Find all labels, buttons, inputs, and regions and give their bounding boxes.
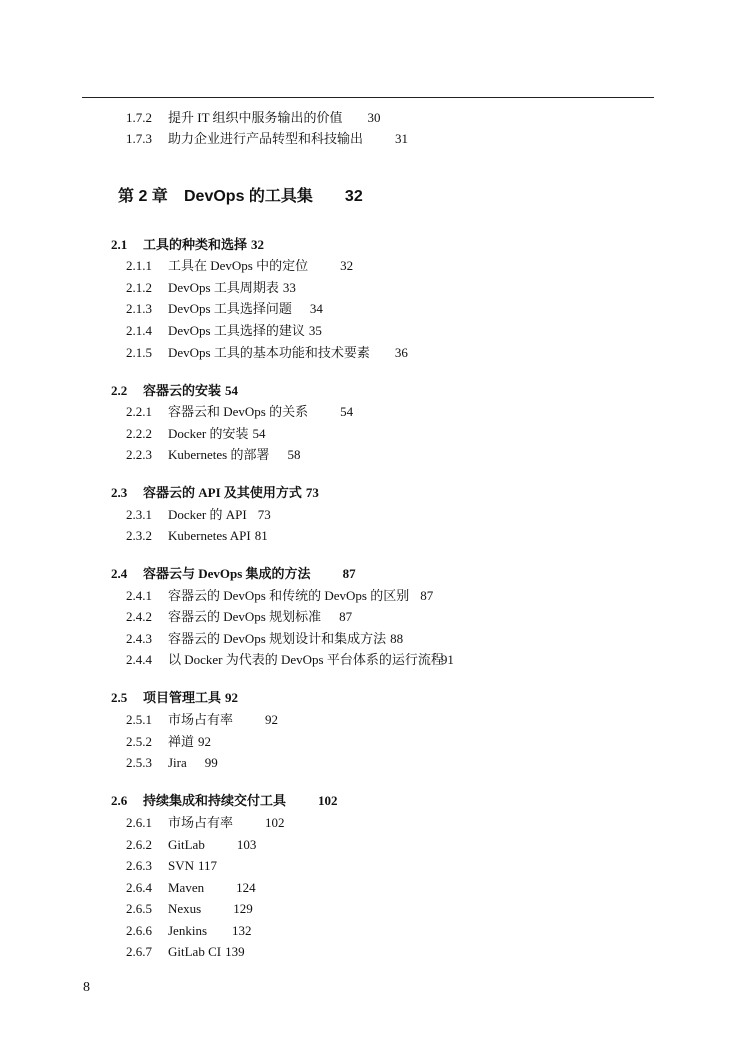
toc-subsection[interactable] bbox=[126, 837, 256, 853]
toc-title: Kubernetes 的部署 bbox=[168, 447, 270, 462]
toc-subsection[interactable] bbox=[126, 131, 408, 147]
toc-subsection[interactable] bbox=[126, 110, 381, 126]
toc-subsection[interactable] bbox=[126, 901, 253, 917]
toc-number: 2.6 bbox=[111, 793, 128, 808]
toc-number: 2.2 bbox=[111, 383, 128, 398]
toc-page: 54 bbox=[252, 426, 266, 441]
toc-page: 99 bbox=[204, 755, 218, 770]
toc-subsection[interactable] bbox=[126, 588, 433, 604]
toc-page: 31 bbox=[395, 131, 409, 146]
toc-page: 35 bbox=[308, 323, 322, 338]
toc-section[interactable] bbox=[111, 237, 264, 253]
toc-number: 2.1.4 bbox=[126, 323, 152, 338]
toc-number: 1.7.2 bbox=[126, 110, 152, 125]
toc-title: 项目管理工具 bbox=[143, 690, 222, 705]
toc-number: 2.4.3 bbox=[126, 631, 152, 646]
toc-subsection[interactable] bbox=[126, 447, 300, 463]
toc-title: 市场占有率 bbox=[168, 712, 234, 727]
toc-title: 容器云与 DevOps 集成的方法 bbox=[143, 566, 311, 581]
toc-title: 容器云的 DevOps 规划标准 bbox=[168, 609, 322, 624]
toc-title: Jira bbox=[168, 755, 187, 770]
toc-page: 91 bbox=[440, 652, 454, 667]
toc-page: 139 bbox=[225, 944, 245, 959]
toc-title: 提升 IT 组织中服务输出的价值 bbox=[168, 110, 343, 125]
toc-page: 33 bbox=[282, 280, 296, 295]
toc-section[interactable] bbox=[111, 793, 338, 809]
toc-number: 2.2.3 bbox=[126, 447, 152, 462]
toc-subsection[interactable] bbox=[126, 404, 353, 420]
toc-page: 124 bbox=[236, 880, 256, 895]
toc-title: Maven bbox=[168, 880, 205, 895]
toc-number: 2.6.1 bbox=[126, 815, 152, 830]
toc-page: 54 bbox=[340, 404, 354, 419]
toc-title: DevOps 工具的基本功能和技术要素 bbox=[168, 345, 370, 360]
toc-number: 2.6.4 bbox=[126, 880, 152, 895]
toc-number: 1.7.3 bbox=[126, 131, 152, 146]
toc-title: Jenkins bbox=[168, 923, 207, 938]
toc-number: 2.1 bbox=[111, 237, 128, 252]
toc-number: 2.2.1 bbox=[126, 404, 152, 419]
toc-subsection[interactable] bbox=[126, 858, 217, 874]
toc-title: SVN bbox=[168, 858, 195, 873]
toc-page: 132 bbox=[232, 923, 252, 938]
toc-title: DevOps 工具周期表 bbox=[168, 280, 279, 295]
toc-subsection[interactable] bbox=[126, 652, 454, 668]
toc-section[interactable] bbox=[111, 566, 356, 582]
toc-title: 以 Docker 为代表的 DevOps 平台体系的运行流程 bbox=[168, 652, 444, 667]
toc-number: 2.2.2 bbox=[126, 426, 152, 441]
toc-page: 73 bbox=[257, 507, 271, 522]
toc-subsection[interactable] bbox=[126, 609, 352, 625]
toc-page: 58 bbox=[287, 447, 301, 462]
toc-number: 2.6.5 bbox=[126, 901, 152, 916]
toc-subsection[interactable] bbox=[126, 301, 323, 317]
toc-page: 129 bbox=[233, 901, 253, 916]
toc-title: 容器云的 API 及其使用方式 bbox=[143, 485, 302, 500]
toc-subsection[interactable] bbox=[126, 345, 408, 361]
toc-subsection[interactable] bbox=[126, 880, 256, 896]
toc-number: 2.5.2 bbox=[126, 734, 152, 749]
toc-title: Docker 的 API bbox=[168, 507, 247, 522]
toc-subsection[interactable] bbox=[126, 923, 252, 939]
toc-title: Docker 的安装 bbox=[168, 426, 249, 441]
toc-page: 87 bbox=[420, 588, 434, 603]
toc-subsection[interactable] bbox=[126, 712, 278, 728]
toc-number: 2.6.2 bbox=[126, 837, 152, 852]
toc-title: 容器云和 DevOps 的关系 bbox=[168, 404, 309, 419]
toc-page: 73 bbox=[305, 485, 319, 500]
toc-title: 市场占有率 bbox=[168, 815, 234, 830]
toc-page: 81 bbox=[254, 528, 268, 543]
toc-number: 2.3 bbox=[111, 485, 128, 500]
toc-number: 2.6.7 bbox=[126, 944, 152, 959]
toc-subsection[interactable] bbox=[126, 323, 322, 339]
toc-page: 92 bbox=[265, 712, 279, 727]
toc-subsection[interactable] bbox=[126, 426, 266, 442]
toc-page: 32 bbox=[340, 258, 354, 273]
toc-page: 87 bbox=[342, 566, 356, 581]
toc-number: 2.6.6 bbox=[126, 923, 152, 938]
toc-title: 助力企业进行产品转型和科技输出 bbox=[168, 131, 364, 146]
toc-subsection[interactable] bbox=[126, 631, 403, 647]
toc-title: 持续集成和持续交付工具 bbox=[143, 793, 287, 808]
page-number: 8 bbox=[83, 980, 90, 995]
toc-subsection[interactable] bbox=[126, 258, 353, 274]
toc-page: 36 bbox=[394, 345, 408, 360]
toc-number: 2.3.1 bbox=[126, 507, 152, 522]
toc-page: 34 bbox=[309, 301, 323, 316]
toc-subsection[interactable] bbox=[126, 944, 245, 960]
toc-number: 2.5 bbox=[111, 690, 128, 705]
toc-chapter[interactable] bbox=[118, 187, 363, 207]
toc-subsection[interactable] bbox=[126, 528, 268, 544]
toc-section[interactable] bbox=[111, 485, 319, 501]
toc-section[interactable] bbox=[111, 383, 238, 399]
toc-title: 容器云的 DevOps 和传统的 DevOps 的区别 bbox=[168, 588, 410, 603]
toc-page: 92 bbox=[225, 690, 239, 705]
toc-page: 103 bbox=[236, 837, 257, 852]
toc-page: 32 bbox=[344, 188, 363, 205]
toc-section[interactable] bbox=[111, 690, 238, 706]
toc-title: DevOps 的工具集 bbox=[184, 188, 313, 205]
toc-page: 102 bbox=[318, 793, 338, 808]
toc-page: 32 bbox=[251, 237, 265, 252]
toc-subsection[interactable] bbox=[126, 755, 218, 771]
toc-page: 30 bbox=[367, 110, 381, 125]
toc-number: 2.6.3 bbox=[126, 858, 152, 873]
toc-title: Kubernetes API bbox=[168, 528, 251, 543]
toc-number: 2.1.5 bbox=[126, 345, 152, 360]
toc-title: GitLab CI bbox=[168, 944, 222, 959]
toc-number: 第 2 章 bbox=[118, 188, 168, 205]
toc-page: 92 bbox=[198, 734, 212, 749]
toc-page: 88 bbox=[390, 631, 404, 646]
toc-page: 117 bbox=[198, 858, 218, 873]
toc-title: 工具的种类和选择 bbox=[143, 237, 248, 252]
toc-number: 2.1.3 bbox=[126, 301, 152, 316]
toc-number: 2.4.1 bbox=[126, 588, 152, 603]
toc-number: 2.4.2 bbox=[126, 609, 152, 624]
toc-page: 102 bbox=[265, 815, 285, 830]
toc-page: 54 bbox=[225, 383, 239, 398]
header-rule bbox=[82, 97, 654, 98]
toc-number: 2.5.1 bbox=[126, 712, 152, 727]
toc-title: 禅道 bbox=[168, 734, 195, 749]
toc-title: Nexus bbox=[168, 901, 202, 916]
toc-title: DevOps 工具选择问题 bbox=[168, 301, 292, 316]
toc-title: 容器云的 DevOps 规划设计和集成方法 bbox=[168, 631, 387, 646]
toc-title: 工具在 DevOps 中的定位 bbox=[168, 258, 309, 273]
toc-number: 2.4.4 bbox=[126, 652, 152, 667]
toc-subsection[interactable] bbox=[126, 507, 271, 523]
toc-title: GitLab bbox=[168, 837, 205, 852]
toc-number: 2.1.1 bbox=[126, 258, 152, 273]
toc-subsection[interactable] bbox=[126, 280, 296, 296]
toc-number: 2.1.2 bbox=[126, 280, 152, 295]
toc-title: 容器云的安装 bbox=[143, 383, 222, 398]
toc-subsection[interactable] bbox=[126, 734, 211, 750]
toc-number: 2.3.2 bbox=[126, 528, 152, 543]
toc-number: 2.4 bbox=[111, 566, 128, 581]
toc-subsection[interactable] bbox=[126, 815, 285, 831]
toc-page: 87 bbox=[339, 609, 353, 624]
toc-number: 2.5.3 bbox=[126, 755, 152, 770]
toc-title: DevOps 工具选择的建议 bbox=[168, 323, 305, 338]
